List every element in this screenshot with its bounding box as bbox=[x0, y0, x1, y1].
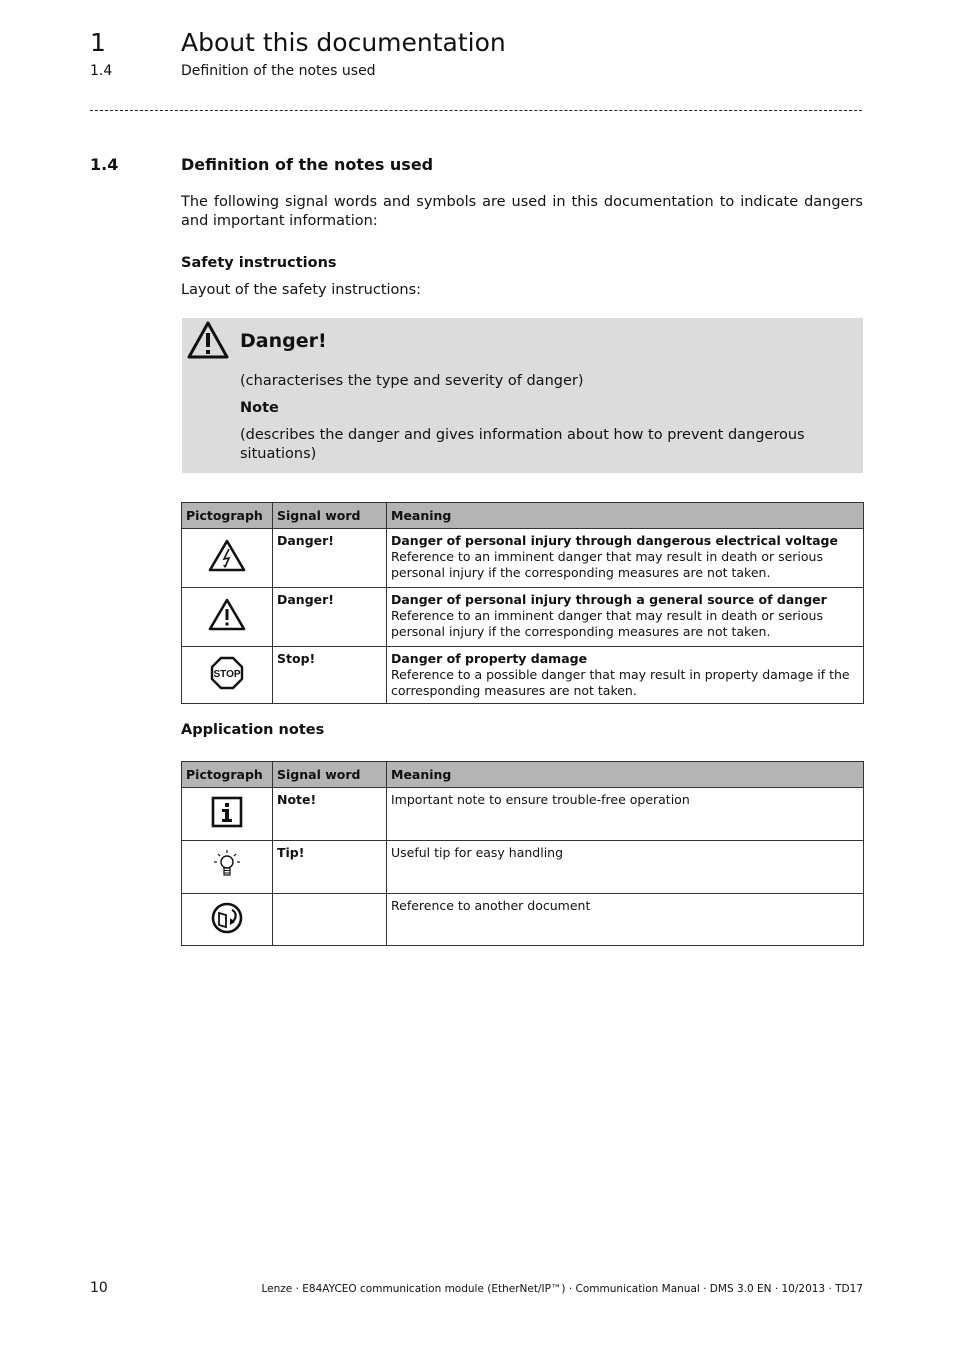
header-section-number: 1.4 bbox=[90, 63, 113, 79]
table-row bbox=[182, 788, 864, 841]
pictograph-cell bbox=[182, 647, 273, 704]
meaning-text: Reference to an imminent danger that may result in death or serious personal injury if the corresponding measures are not taken. bbox=[391, 608, 823, 639]
meaning-cell: Important note to ensure trouble-free operation bbox=[387, 788, 864, 841]
header-divider bbox=[90, 110, 862, 111]
page-number: 10 bbox=[90, 1280, 108, 1296]
danger-example-box bbox=[182, 318, 863, 473]
chapter-title: About this documentation bbox=[181, 28, 506, 57]
stop-sign-label: STOP bbox=[213, 669, 241, 680]
column-header: Meaning bbox=[387, 762, 864, 788]
safety-signal-table bbox=[181, 502, 864, 704]
column-header: Pictograph bbox=[182, 762, 273, 788]
document-reference-icon bbox=[210, 901, 244, 935]
table-row bbox=[182, 647, 864, 704]
table-header-row bbox=[182, 503, 864, 529]
pictograph-cell bbox=[182, 894, 273, 946]
safety-layout-text: Layout of the safety instructions: bbox=[181, 282, 422, 298]
section-title: Definition of the notes used bbox=[181, 155, 434, 174]
meaning-title: Danger of property damage bbox=[391, 651, 588, 666]
general-danger-warning-icon bbox=[208, 598, 246, 632]
signal-word-cell: Danger! bbox=[273, 588, 387, 647]
column-header: Signal word bbox=[273, 503, 387, 529]
safety-instructions-heading: Safety instructions bbox=[181, 255, 337, 271]
section-number: 1.4 bbox=[90, 155, 119, 174]
footer-text: Lenze · E84AYCEO communication module (EtherNet/IP™) · Communication Manual · DMS 3.0 EN · 10/2013 · TD17 bbox=[261, 1283, 863, 1295]
signal-word-cell: Note! bbox=[273, 788, 387, 841]
pictograph-cell bbox=[182, 588, 273, 647]
signal-word-cell: Tip! bbox=[273, 841, 387, 894]
column-header: Meaning bbox=[387, 503, 864, 529]
column-header: Signal word bbox=[273, 762, 387, 788]
header-section-title: Definition of the notes used bbox=[181, 63, 376, 79]
meaning-text: Reference to an imminent danger that may result in death or serious personal injury if the corresponding measures are not taken. bbox=[391, 549, 823, 580]
pictograph-cell bbox=[182, 788, 273, 841]
warning-triangle-icon bbox=[186, 320, 230, 360]
meaning-cell bbox=[387, 647, 864, 704]
signal-word-cell bbox=[273, 894, 387, 946]
signal-word-cell: Stop! bbox=[273, 647, 387, 704]
danger-title: Danger! bbox=[240, 330, 327, 352]
signal-word-cell: Danger! bbox=[273, 529, 387, 588]
danger-type-text: (characterises the type and severity of danger) bbox=[240, 373, 584, 389]
intro-paragraph: The following signal words and symbols are used in this documentation to indicate dangers and important information: bbox=[181, 194, 863, 229]
meaning-cell: Reference to another document bbox=[387, 894, 864, 946]
table-header-row bbox=[182, 762, 864, 788]
table-row bbox=[182, 529, 864, 588]
meaning-cell bbox=[387, 588, 864, 647]
info-icon bbox=[210, 795, 244, 829]
pictograph-cell bbox=[182, 841, 273, 894]
pictograph-cell bbox=[182, 529, 273, 588]
stop-sign-icon bbox=[210, 656, 244, 690]
electrical-voltage-warning-icon bbox=[208, 539, 246, 573]
table-row bbox=[182, 894, 864, 946]
application-notes-heading: Application notes bbox=[181, 722, 325, 738]
table-row bbox=[182, 588, 864, 647]
meaning-cell bbox=[387, 529, 864, 588]
lightbulb-icon bbox=[210, 848, 244, 882]
application-notes-table bbox=[181, 761, 864, 946]
table-row bbox=[182, 841, 864, 894]
meaning-title: Danger of personal injury through a general source of danger bbox=[391, 592, 827, 607]
danger-description-text: (describes the danger and gives information about how to prevent dangerous situations) bbox=[240, 427, 805, 462]
meaning-title: Danger of personal injury through dangerous electrical voltage bbox=[391, 533, 838, 548]
danger-note-label: Note bbox=[240, 400, 279, 416]
meaning-text: Reference to a possible danger that may result in property damage if the corresponding measures are not taken. bbox=[391, 667, 850, 698]
meaning-cell: Useful tip for easy handling bbox=[387, 841, 864, 894]
column-header: Pictograph bbox=[182, 503, 273, 529]
chapter-number: 1 bbox=[90, 28, 106, 57]
